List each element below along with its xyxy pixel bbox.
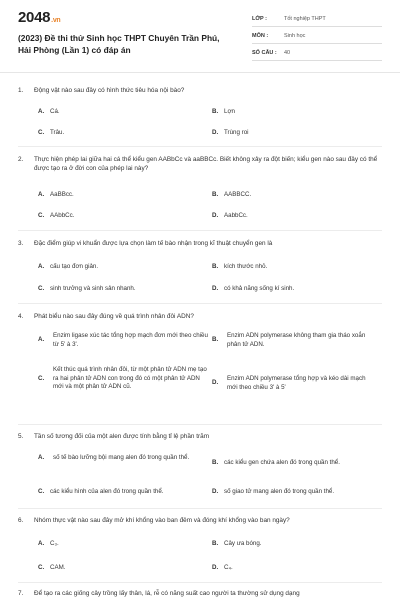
answer-option[interactable] <box>212 285 294 294</box>
question-divider <box>18 582 382 583</box>
question-text: Tần số tương đối của một alen được tính bằng tỉ lệ phần trăm <box>34 433 210 440</box>
answer-option[interactable] <box>38 332 208 349</box>
option-text: AabbCc. <box>224 212 248 219</box>
question <box>18 312 382 321</box>
answer-option[interactable] <box>38 564 65 573</box>
option-letter: B. <box>212 108 219 115</box>
logo-suffix: .vn <box>51 17 61 24</box>
question-text: Nhóm thực vật nào sau đây mở khí khổng vào ban đêm và đóng khí khổng vào ban ngày? <box>34 517 290 524</box>
answer-option[interactable] <box>38 366 208 392</box>
option-text: kích thước nhỏ. <box>224 263 268 270</box>
meta-row-count <box>252 46 382 61</box>
option-text: Trâu. <box>50 129 65 136</box>
option-letter: D. <box>212 564 219 571</box>
header-divider <box>0 72 400 73</box>
answer-option[interactable] <box>38 263 98 272</box>
question-divider <box>18 230 382 231</box>
option-letter: B. <box>212 191 219 198</box>
meta-value: Sinh học <box>284 33 306 39</box>
question-text: Để tạo ra các giống cây trồng lấy thân, lá, rễ có năng suất cao người ta thường sử dụng dạng <box>34 590 300 597</box>
option-letter: B. <box>212 263 219 270</box>
option-letter: A. <box>38 540 45 547</box>
option-text: AAbbCc. <box>50 212 75 219</box>
answer-option[interactable] <box>38 108 60 117</box>
option-text: C₄. <box>224 564 233 571</box>
option-text: CAM. <box>50 564 66 571</box>
exam-title: (2023) Đề thi thử Sinh học THPT Chuyên Trần Phú, Hải Phòng (Lần 1) có đáp án <box>18 33 220 55</box>
answer-option[interactable] <box>212 540 262 549</box>
option-text: có khả năng sống kí sinh. <box>224 285 295 292</box>
question-number: 3. <box>18 240 24 247</box>
meta-row-subject <box>252 29 382 44</box>
option-letter: C. <box>38 488 45 495</box>
question-divider <box>18 424 382 425</box>
answer-option[interactable] <box>212 129 249 138</box>
answer-option[interactable] <box>212 459 340 468</box>
answer-option[interactable] <box>38 488 164 497</box>
answer-option[interactable] <box>212 191 251 200</box>
option-letter: D. <box>212 285 219 292</box>
answer-option[interactable] <box>38 191 74 200</box>
answer-option[interactable] <box>212 488 334 497</box>
meta-label: MÔN : <box>252 33 269 39</box>
option-text: Enzim ADN polymerase tổng hợp và kéo dài mạch mới theo chiều 3' à 5' <box>227 375 366 391</box>
question-text: Phát biểu nào sau đây đúng về quá trình nhân đôi ADN? <box>34 313 194 320</box>
option-letter: D. <box>212 212 219 219</box>
option-text: số tế bào lưỡng bội mang alen đó trong quần thể. <box>53 454 190 461</box>
option-letter: A. <box>38 191 45 198</box>
answer-option[interactable] <box>38 212 74 221</box>
answer-option[interactable] <box>38 540 59 549</box>
option-text: Cá. <box>50 108 60 115</box>
option-text: sinh trưởng và sinh sản nhanh. <box>50 285 136 292</box>
question-divider <box>18 303 382 304</box>
option-letter: A. <box>38 108 45 115</box>
option-text: Lợn <box>224 108 235 115</box>
question-number: 5. <box>18 433 24 440</box>
option-text: cấu tạo đơn giản. <box>50 263 99 270</box>
site-logo[interactable] <box>18 9 60 26</box>
option-letter: A. <box>38 263 45 270</box>
meta-label: LỚP : <box>252 16 267 22</box>
answer-option[interactable] <box>212 212 248 221</box>
option-letter: D. <box>212 129 219 136</box>
option-letter: A. <box>38 336 45 344</box>
question <box>18 239 382 248</box>
answer-option[interactable] <box>212 108 235 117</box>
question <box>18 155 382 173</box>
option-letter: C. <box>38 564 45 571</box>
option-text: Trùng roi <box>224 129 249 136</box>
question-text: Đặc điểm giúp vi khuẩn được lựa chọn làm tế bào nhận trong kĩ thuật chuyển gen là <box>34 240 273 247</box>
option-letter: C. <box>38 212 45 219</box>
question <box>18 86 382 95</box>
answer-option[interactable] <box>38 129 64 138</box>
option-letter: C. <box>38 129 45 136</box>
option-letter: A. <box>38 454 45 461</box>
exam-meta <box>252 12 382 63</box>
question-text: Động vật nào sau đây có hình thức tiêu hóa nội bào? <box>34 87 185 94</box>
meta-value: Tốt nghiệp THPT <box>284 16 326 22</box>
question <box>18 432 382 441</box>
option-letter: C. <box>38 285 45 292</box>
option-text: Enzim ADN polymerase không tham gia tháo xoắn phân tử ADN. <box>227 332 366 348</box>
option-text: Enzim ligase xúc tác tổng hợp mạch đơn mới theo chiều từ 5' à 3'. <box>53 332 208 348</box>
question-divider <box>18 508 382 509</box>
logo-main: 2048 <box>18 9 51 26</box>
question <box>18 589 382 598</box>
option-text: C₃. <box>50 540 59 547</box>
option-text: Cây ưa bóng. <box>224 540 262 547</box>
option-letter: B. <box>212 336 219 344</box>
option-text: số giao tử mang alen đó trong quần thể. <box>224 488 335 495</box>
option-text: Kết thúc quá trình nhân đôi, từ một phân tử ADN mẹ tạo ra hai phân tử ADN con trong đó có một phân tử ADN mới và một phân tử ADN cũ. <box>53 366 207 390</box>
answer-option[interactable] <box>212 564 233 573</box>
question <box>18 516 382 525</box>
answer-option[interactable] <box>38 454 208 463</box>
option-letter: D. <box>212 379 219 387</box>
option-letter: B. <box>212 459 219 466</box>
question-number: 1. <box>18 87 24 94</box>
answer-option[interactable] <box>212 375 377 392</box>
option-letter: D. <box>212 488 219 495</box>
meta-row-class <box>252 12 382 27</box>
question-number: 6. <box>18 517 24 524</box>
option-text: AABBCC. <box>224 191 252 198</box>
option-letter: C. <box>38 374 45 382</box>
answer-option[interactable] <box>212 263 267 272</box>
question-divider <box>18 146 382 147</box>
meta-label: SỐ CÂU : <box>252 50 277 56</box>
question-number: 4. <box>18 313 24 320</box>
option-text: AaBBcc. <box>50 191 74 198</box>
answer-option[interactable] <box>38 285 136 294</box>
answer-option[interactable] <box>212 332 377 349</box>
question-number: 2. <box>18 156 24 163</box>
option-text: các kiểu gen chứa alen đó trong quần thể. <box>224 459 340 466</box>
meta-value: 40 <box>284 50 291 56</box>
option-letter: B. <box>212 540 219 547</box>
option-text: các kiểu hình của alen đó trong quần thể. <box>50 488 164 495</box>
question-text: Thực hiện phép lai giữa hai cá thể kiểu gen AABbCc và aaBBCc. Biết không xảy ra đột biến; kiểu gen nào sau đây có thể được tạo ra ở đời con của phép lai này? <box>34 156 378 172</box>
question-number: 7. <box>18 590 24 597</box>
